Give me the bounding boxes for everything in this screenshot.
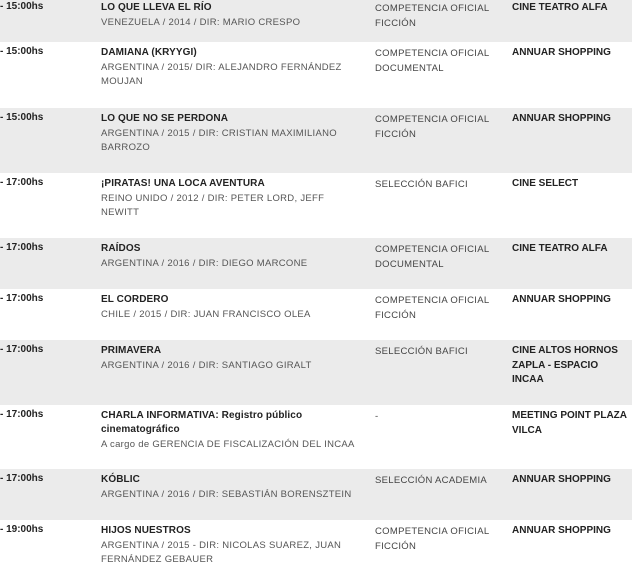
film-details: VENEZUELA / 2014 / DIR: MARIO CRESPO bbox=[101, 16, 301, 28]
festival-section: COMPETENCIA OFICIAL DOCUMENTAL bbox=[375, 48, 490, 74]
screening-time: - 15:00hs bbox=[0, 46, 44, 57]
festival-section: COMPETENCIA OFICIAL FICCIÓN bbox=[375, 526, 490, 552]
screening-row bbox=[0, 0, 632, 42]
screening-venue: CINE ALTOS HORNOS ZAPLA - ESPACIO INCAA bbox=[512, 345, 618, 385]
screening-row bbox=[0, 108, 632, 173]
film-details: A cargo de GERENCIA DE FISCALIZACIÓN DEL INCAA bbox=[101, 439, 355, 450]
screening-row bbox=[0, 520, 632, 582]
screening-venue: ANNUAR SHOPPING bbox=[512, 47, 611, 58]
screening-row bbox=[0, 340, 632, 405]
screening-venue: CINE TEATRO ALFA bbox=[512, 243, 608, 254]
festival-section: - bbox=[375, 411, 379, 422]
screening-venue: CINE TEATRO ALFA bbox=[512, 2, 608, 13]
film-title-link[interactable]: LO QUE LLEVA EL RÍO bbox=[101, 2, 212, 13]
screening-time: - 17:00hs bbox=[0, 473, 44, 484]
screening-time: - 19:00hs bbox=[0, 524, 44, 535]
screening-time: - 17:00hs bbox=[0, 344, 44, 355]
film-details: REINO UNIDO / 2012 / DIR: PETER LORD, JEFF NEWITT bbox=[101, 192, 325, 218]
screening-time: - 17:00hs bbox=[0, 409, 44, 420]
screening-venue: ANNUAR SHOPPING bbox=[512, 474, 611, 485]
film-title-link[interactable]: EL CORDERO bbox=[101, 294, 169, 305]
screening-time: - 17:00hs bbox=[0, 242, 44, 253]
screening-time: - 15:00hs bbox=[0, 1, 44, 12]
festival-section: SELECCIÓN ACADEMIA bbox=[375, 475, 488, 486]
screening-row bbox=[0, 238, 632, 289]
film-details: ARGENTINA / 2015 / DIR: CRISTIAN MAXIMILIANO BARROZO bbox=[101, 127, 337, 153]
festival-section: COMPETENCIA OFICIAL FICCIÓN bbox=[375, 114, 490, 140]
screening-venue: CINE SELECT bbox=[512, 178, 579, 189]
film-details: CHILE / 2015 / DIR: JUAN FRANCISCO OLEA bbox=[101, 308, 311, 320]
film-title-link[interactable]: CHARLA INFORMATIVA: Registro público cinematográfico bbox=[101, 410, 303, 435]
film-details: ARGENTINA / 2015 - DIR: NICOLAS SUAREZ, JUAN FERNÁNDEZ GEBAUER bbox=[101, 539, 342, 565]
screening-row bbox=[0, 469, 632, 520]
screening-row bbox=[0, 42, 632, 108]
film-title-link[interactable]: DAMIANA (KRYYGI) bbox=[101, 47, 197, 58]
screening-time: - 17:00hs bbox=[0, 293, 44, 304]
screening-venue: ANNUAR SHOPPING bbox=[512, 113, 611, 124]
screening-venue: ANNUAR SHOPPING bbox=[512, 525, 611, 536]
film-title-link[interactable]: HIJOS NUESTROS bbox=[101, 525, 191, 536]
film-details: ARGENTINA / 2015/ DIR: ALEJANDRO FERNÁNDEZ MOUJAN bbox=[101, 61, 342, 87]
film-title-link[interactable]: PRIMAVERA bbox=[101, 345, 162, 356]
film-title-link[interactable]: ¡PIRATAS! UNA LOCA AVENTURA bbox=[101, 178, 265, 189]
screening-time: - 15:00hs bbox=[0, 112, 44, 123]
festival-section: SELECCIÓN BAFICI bbox=[375, 346, 468, 357]
film-details: ARGENTINA / 2016 / DIR: SEBASTIÁN BORENSZTEIN bbox=[101, 488, 352, 500]
film-title-link[interactable]: LO QUE NO SE PERDONA bbox=[101, 113, 229, 124]
festival-section: SELECCIÓN BAFICI bbox=[375, 179, 468, 190]
film-details: ARGENTINA / 2016 / DIR: SANTIAGO GIRALT bbox=[101, 359, 312, 371]
screening-venue: ANNUAR SHOPPING bbox=[512, 294, 611, 305]
screening-row bbox=[0, 405, 632, 469]
festival-section: COMPETENCIA OFICIAL DOCUMENTAL bbox=[375, 244, 490, 270]
festival-section: COMPETENCIA OFICIAL FICCIÓN bbox=[375, 3, 490, 29]
screening-venue: MEETING POINT PLAZA VILCA bbox=[512, 410, 627, 436]
film-title-link[interactable]: KÓBLIC bbox=[101, 474, 140, 485]
film-title-link[interactable]: RAÍDOS bbox=[101, 243, 141, 254]
screening-row bbox=[0, 289, 632, 340]
screening-row bbox=[0, 173, 632, 238]
festival-section: COMPETENCIA OFICIAL FICCIÓN bbox=[375, 295, 490, 321]
film-details: ARGENTINA / 2016 / DIR: DIEGO MARCONE bbox=[101, 257, 308, 269]
screening-time: - 17:00hs bbox=[0, 177, 44, 188]
